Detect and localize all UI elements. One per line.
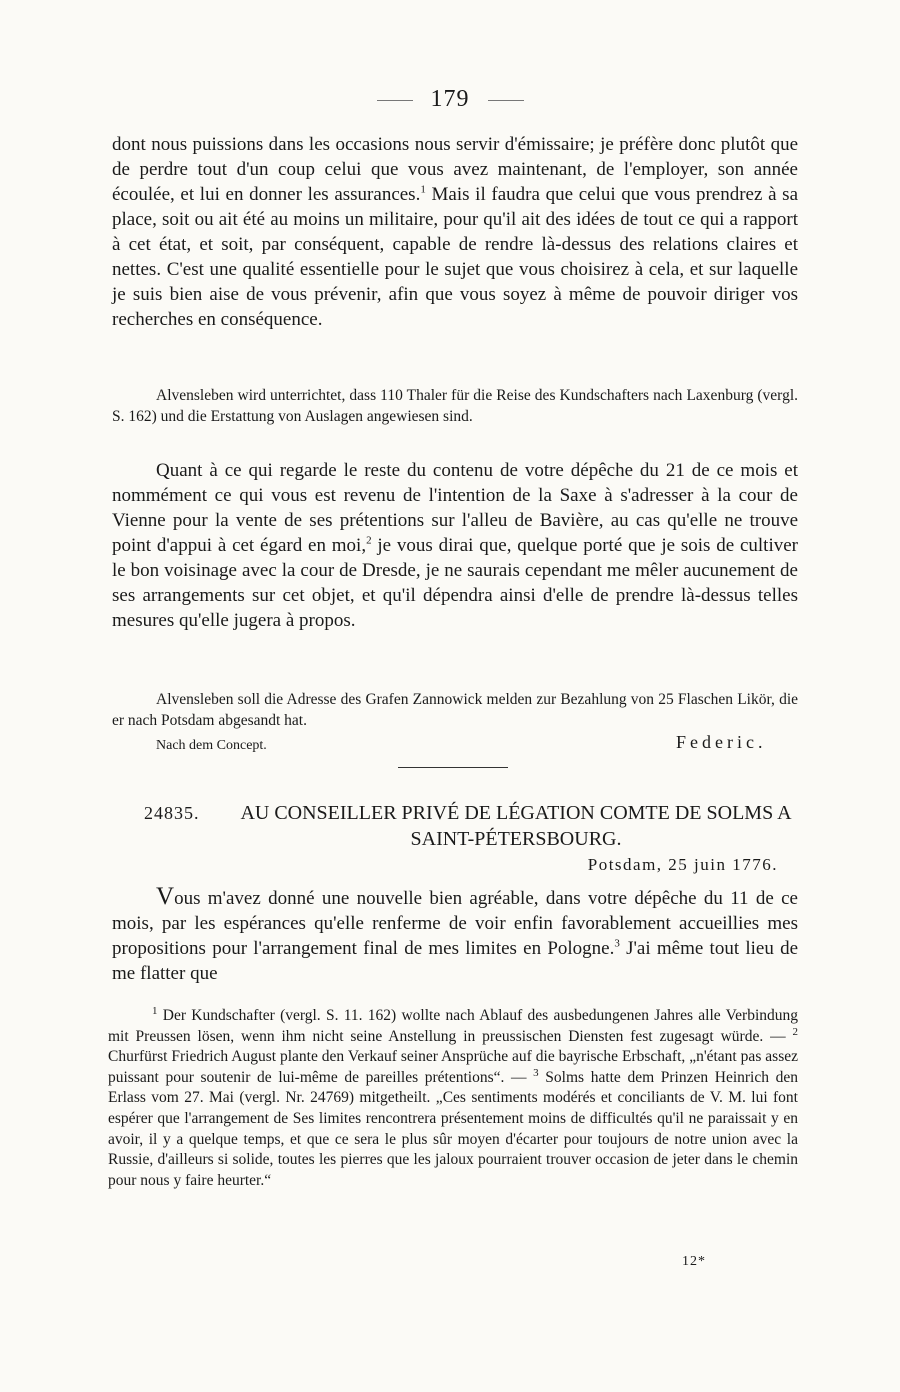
header-rule-right: [488, 100, 524, 101]
footnote-reference-2[interactable]: 2: [366, 534, 372, 547]
footnote-marker-1: 1: [152, 1004, 158, 1017]
summary-note-2: Alvensleben soll die Adresse des Grafen Zannowick melden zur Bezahlung von 25 Flaschen Likör, die er nach Potsdam abgesandt hat.: [112, 691, 798, 729]
dateline: Potsdam, 25 juin 1776.: [587, 855, 778, 874]
paragraph-text: ous m'avez donné une nouvelle bien agréable, dans votre dépêche du 11 de ce mois, par les espérances qu'elle renferme de voir enfin favorablement accueillies mes propositions pour l'arrangement final de mes limites en Pologne.: [112, 888, 798, 959]
header-rule-left: [377, 100, 413, 101]
initial-letter: V: [156, 883, 175, 910]
footnote-marker-3: 3: [533, 1066, 539, 1079]
page-header: [0, 86, 900, 113]
section-divider: [398, 767, 508, 768]
footnote-reference-3[interactable]: 3: [614, 937, 620, 950]
signature: Federic.: [676, 732, 767, 752]
paragraph-text: Mais il faudra que celui que vous prendrez à sa place, soit ou ait été au moins un militaire, pour qu'il ait des idées de tout ce qui a rapport à cet état, et soit, par conséquent, capable de rendre là-dessus des relations claires et nettes. C'est une qualité essentielle pour le sujet que vous choisirez à cela, et sur laquelle je suis bien aise de vous prévenir, afin que vous soyez à même de pouvoir diriger vos recherches en conséquence.: [112, 184, 798, 330]
letter-body: [112, 884, 798, 986]
footnote-block: [108, 1006, 798, 1191]
footnote-1: Der Kundschafter (vergl. S. 11. 162) wollte nach Ablauf des ausbedungenen Jahres alle Verbindung mit Preussen lösen, wenn ihm nicht seine Anstellung in preussischen Diensten fest zugesagt würde. —: [108, 1007, 798, 1045]
summary-note-1: Alvensleben wird unterrichtet, dass 110 Thaler für die Reise des Kundschafters nach Laxenburg (vergl. S. 162) und die Erstattung von Auslagen angewiesen sind.: [112, 387, 798, 425]
footnote-reference-1[interactable]: 1: [420, 183, 426, 196]
letter-title: AU CONSEILLER PRIVÉ DE LÉGATION COMTE DE SOLMS A SAINT-PÉTERSBOURG.: [240, 802, 792, 850]
paragraph-continuation: [112, 132, 798, 332]
paragraph-text: je vous dirai que, quelque porté que je sois de cultiver le bon voisinage avec la cour de Dresde, je ne saurais cependant me mêler aucunement de ses arrangements sur cet objet, et qu'il dépendra ainsi d'elle de prendre là-dessus telles mesures qu'elle jugera à propos.: [112, 535, 798, 631]
paragraph-saxony: [112, 458, 798, 633]
footnote-2: Churfürst Friedrich August plante den Verkauf seiner Ansprüche auf die bayrische Erbschaft, „n'étant pas assez puissant pour soutenir de lui-même de pareilles prétentions“. —: [108, 1048, 798, 1086]
page-number: 179: [430, 86, 470, 112]
signature-mark: 12*: [682, 1254, 706, 1269]
letter-number: 24835.: [144, 803, 200, 823]
paragraph-text: J'ai même tout lieu de me flatter que: [112, 938, 798, 984]
paragraph-text: dont nous puissions dans les occasions nous servir d'émissaire; je préfère donc plutôt que de perdre tout d'un coup celui que vous avez maintenant, de l'employer, son année écoulée, et lui en donner les assurances.: [112, 134, 798, 205]
source-note: Nach dem Concept.: [156, 738, 267, 753]
footnote-marker-2: 2: [792, 1025, 798, 1038]
paragraph-text: Quant à ce qui regarde le reste du contenu de votre dépêche du 21 de ce mois et nommément ce qui vous est revenu de l'intention de la Saxe à s'adresser à la cour de Vienne pour la vente de ses prétentions sur l'alleu de Bavière, au cas qu'elle ne trouve point d'appui à cet égard en moi,: [112, 460, 798, 556]
footnotes: [108, 1006, 798, 1191]
footnote-3: Solms hatte dem Prinzen Heinrich den Erlass vom 27. Mai (vergl. Nr. 24769) mitgetheilt. „Ces sentiments modérés et conciliants de V. M. lui font espérer que l'arrangement de Ses limites rencontrera présentement moins de difficultés qu'il ne paraissait y en avoir, il y a quelque temps, et que ce sera le plus sûr moyen d'écarter pour toujours de notre union avec la Russie, d'ailleurs si solide, toutes les pierres que les jaloux pourraient trouver occasion de jeter dans le chemin pour nous y faire heurter.“: [108, 1068, 798, 1189]
